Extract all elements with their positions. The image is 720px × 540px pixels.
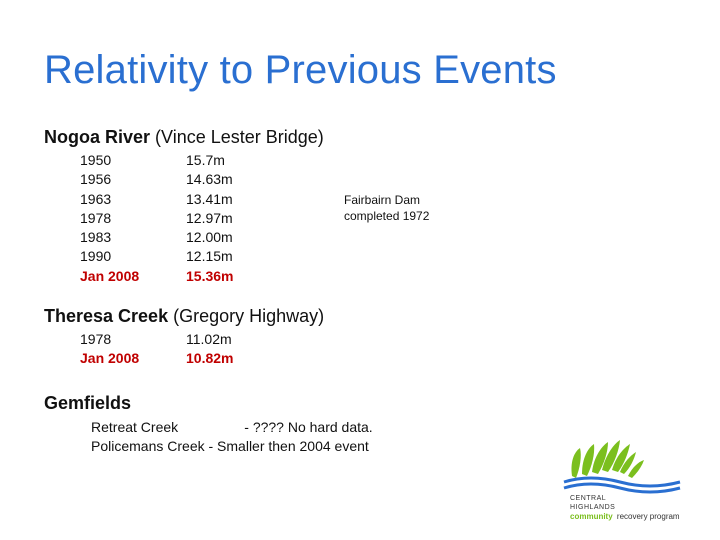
level-cell: 12.00m <box>186 229 233 246</box>
logo-line-3 <box>570 512 680 521</box>
gemfields-line-1: Retreat Creek - ???? No hard data. <box>91 419 373 435</box>
year-cell: Jan 2008 <box>80 267 140 284</box>
level-cell: 15.7m <box>186 152 225 168</box>
logo-leaf-icon <box>571 440 644 478</box>
table-row <box>80 170 233 189</box>
year-cell: 1978 <box>80 209 112 226</box>
level-cell: 14.63m <box>186 171 233 188</box>
nogoa-river-name: Nogoa River <box>44 127 151 147</box>
level-cell: 15.36m <box>186 267 234 284</box>
year-cell: 1983 <box>80 229 112 246</box>
theresa-table <box>80 330 233 369</box>
note-line-2: completed 1972 <box>344 209 430 223</box>
table-row <box>80 190 233 209</box>
level-cell: 13.41m <box>186 190 233 207</box>
recovery-program-logo <box>560 432 690 524</box>
gemfields-lines <box>91 418 373 456</box>
table-row <box>80 209 233 228</box>
page-title: Relativity to Previous Events <box>44 48 557 92</box>
table-row <box>80 247 233 266</box>
nogoa-heading <box>44 127 324 148</box>
logo-community: community <box>570 512 613 521</box>
year-cell: 1950 <box>80 152 112 168</box>
theresa-river-name: Theresa Creek <box>44 306 169 326</box>
year-cell: 1956 <box>80 171 112 188</box>
theresa-heading <box>44 306 324 327</box>
gemfields-heading <box>44 393 131 414</box>
table-row <box>80 228 233 247</box>
logo-line-2: HIGHLANDS <box>570 504 616 511</box>
gemfields-line-2: Policemans Creek - Smaller then 2004 event <box>91 438 369 454</box>
table-row <box>80 151 233 170</box>
gemfields-title: Gemfields <box>44 393 132 413</box>
fairbairn-note <box>344 192 429 224</box>
level-cell: 11.02m <box>186 331 232 347</box>
level-cell: 12.97m <box>186 209 233 226</box>
level-cell: 10.82m <box>186 350 234 367</box>
nogoa-location: (Vince Lester Bridge) <box>155 127 324 147</box>
note-line-1: Fairbairn Dam <box>344 193 421 207</box>
nogoa-table <box>80 151 233 286</box>
year-cell: 1978 <box>80 331 112 347</box>
table-row <box>80 330 233 349</box>
year-cell: 1963 <box>80 190 112 207</box>
logo-recovery: recovery program <box>616 512 680 521</box>
table-row-highlight <box>80 349 233 368</box>
table-row-highlight <box>80 267 233 286</box>
year-cell: Jan 2008 <box>80 350 140 367</box>
logo-line-1: CENTRAL <box>570 495 607 502</box>
year-cell: 1990 <box>80 248 112 265</box>
theresa-location: (Gregory Highway) <box>173 306 325 326</box>
level-cell: 12.15m <box>186 248 233 265</box>
logo-wave-icon <box>564 478 680 492</box>
